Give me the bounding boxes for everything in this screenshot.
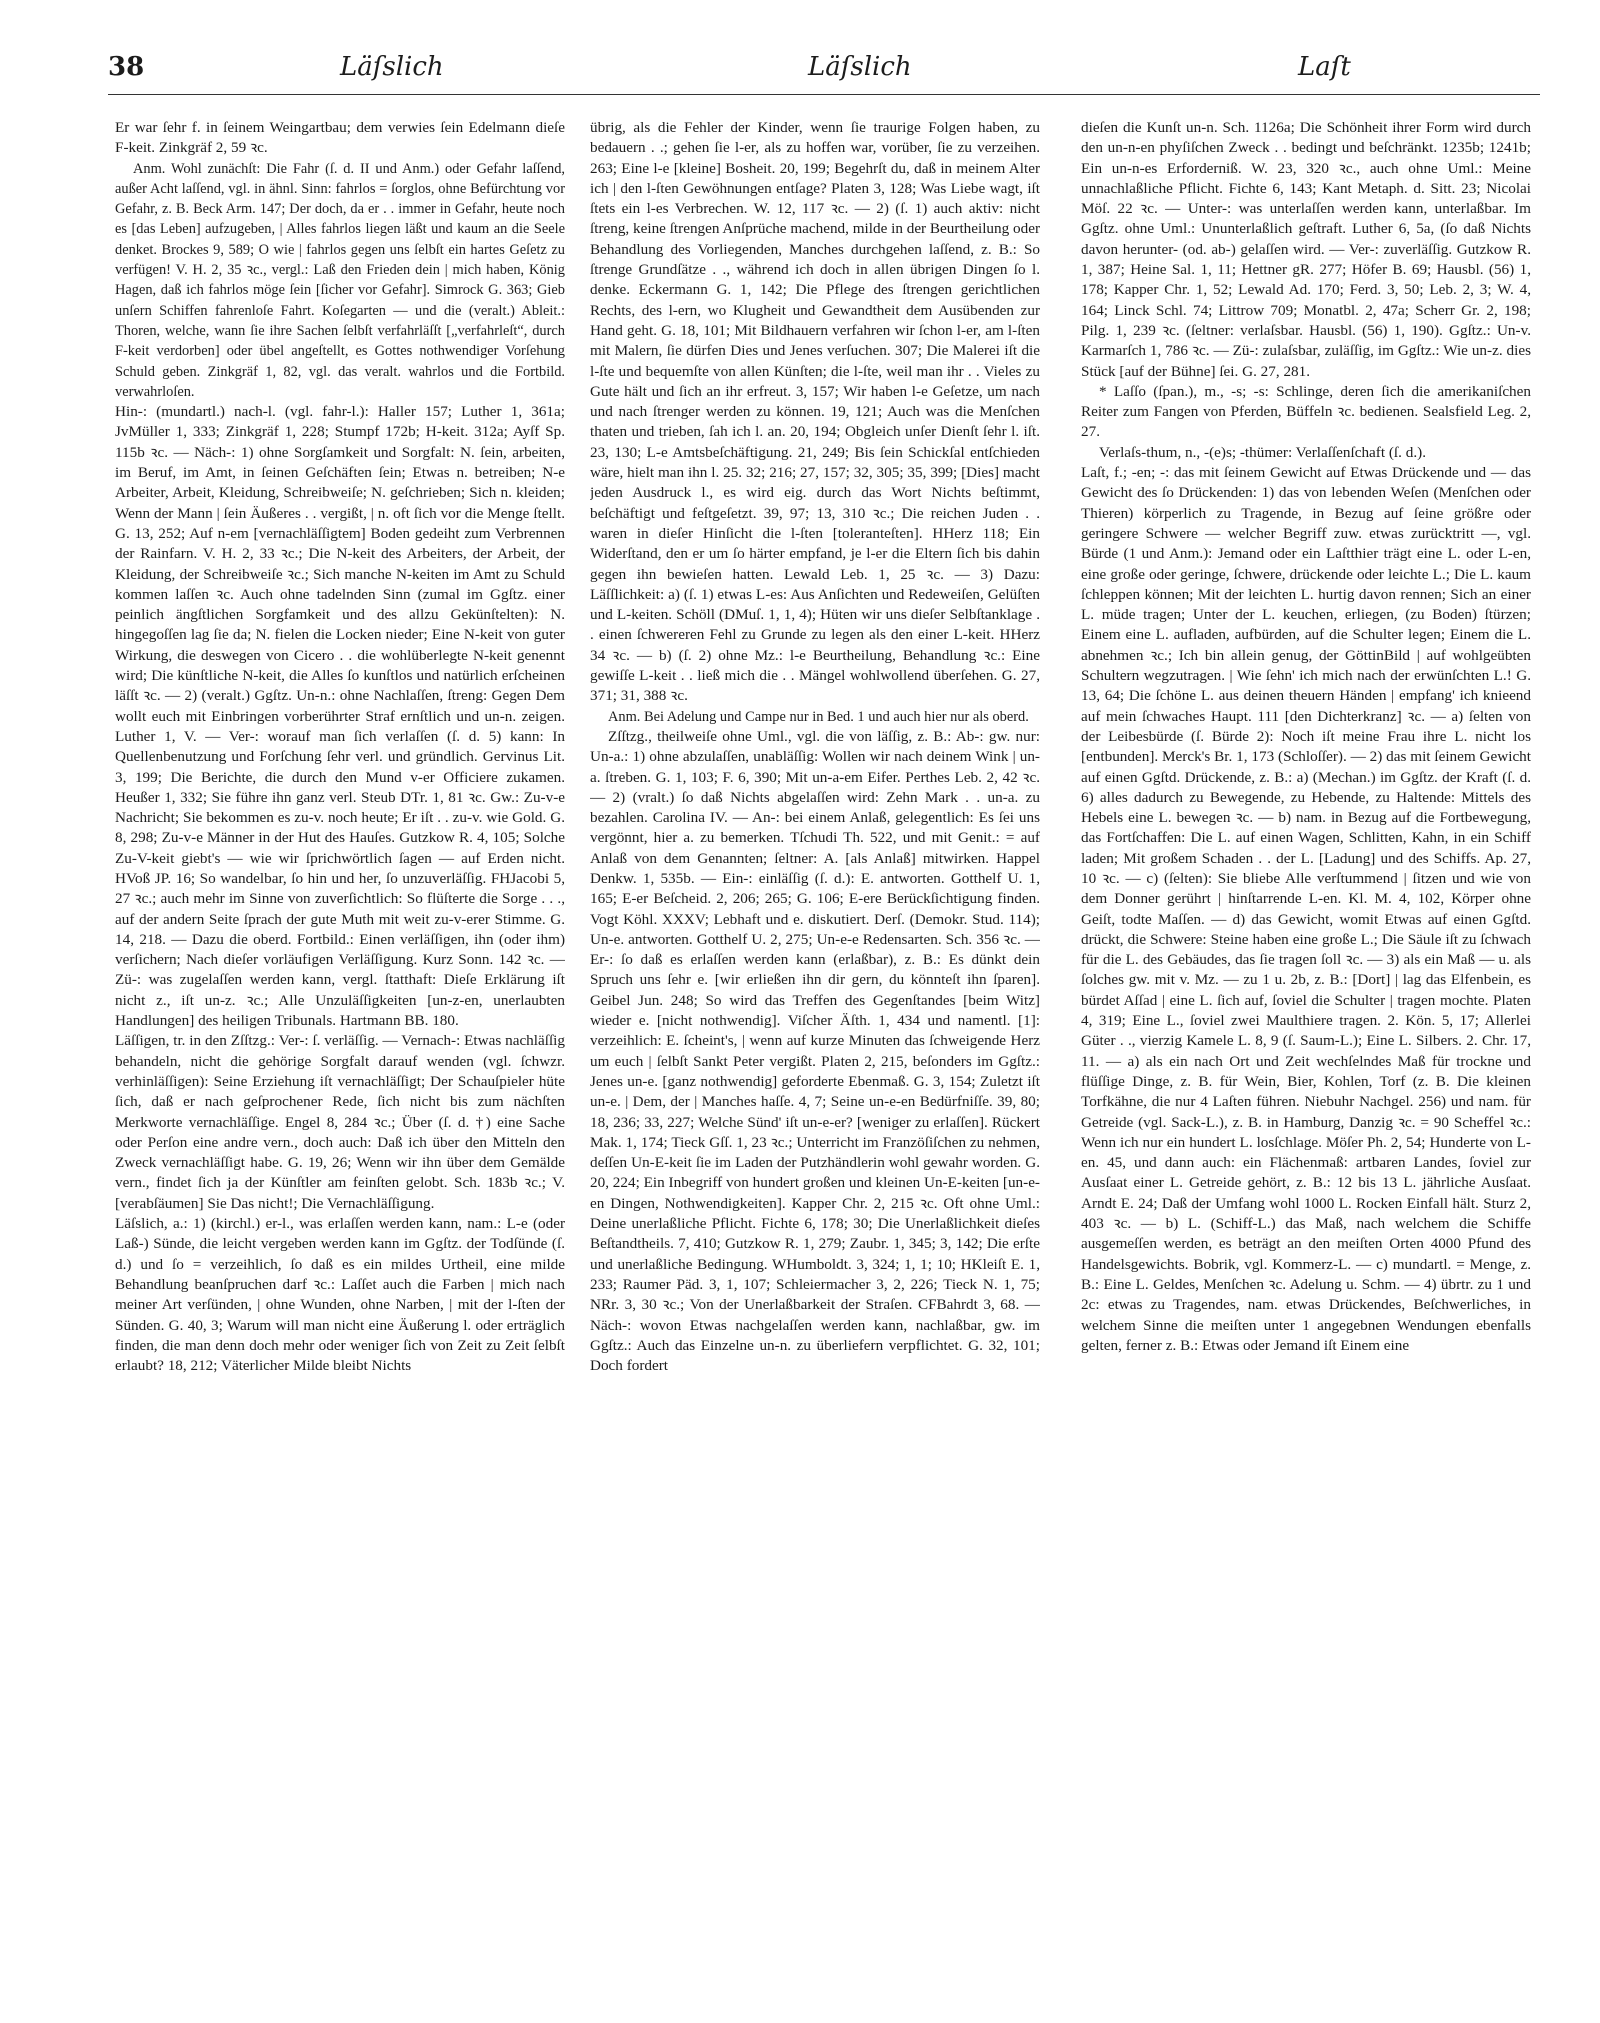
annotation-paragraph: Anm. Bei Adelung und Campe nur in Bed. 1 und auch hier nur als oberd. [608, 708, 1029, 725]
text-column-middle [590, 118, 1040, 2008]
entry-paragraph: Verlaſs-thum, n., -(e)s; -thümer: Verlaſſenſchaft (ſ. d.). [1099, 443, 1426, 461]
annotation-paragraph: Anm. Wohl zunächſt: Die Fahr (ſ. d. II und Anm.) oder Gefahr laſſend, außer Acht laſſend, vgl. in ähnl. Sinn: fahrlos = ſorglos, ohne Befürchtung vor Gefahr, z. B. Beck Arm. 147; Der doch, da er . . immer in Gefahr, heute noch es [das Leben] aufzugeben, | Alles fahrlos liegen läßt und kaum an die Seele denket. Brockes 9, 589; O wie | fahrlos gegen uns ſelbſt ein hartes Geſetz zu verfügen! V. H. 2, 35 ꝛc., vergl.: Laß den Frieden dein | mich haben, König Hagen, daß ich fahrlos möge ſein [ſicher vor Gefahr]. Simrock G. 363; Gieb unſern Schiffen fahrenloſe Fahrt. Koſegarten — und die (veralt.) Ableit.: Thoren, welche, wann ſie ihre Sachen ſelbſt verfahrläſſt [„verfahrleſt“, durch F-keit verdorben] oder übel angeſtellt, es Gottes nothwendiger Vorſehung Schuld geben. Zinkgräf 1, 82, vgl. das veralt. wahrlos und die Fortbild. verwahrloſen. [115, 160, 565, 400]
entry-paragraph: übrig, als die Fehler der Kinder, wenn ſie traurige Folgen haben, zu bedauern . .; gehen ſie l-er, als zu hoffen war, vorüber, ſie zu verzeihen. 263; Eine l-e [kleine] Bosheit. 20, 199; Begehrſt du, daß in meinem Alter ich | den l-ſten Gewöhnungen entſage? Platen 3, 128; Was Liebe wagt, iſt ſtets ein l-es Verbrechen. W. 12, 117 ꝛc. — 2) (ſ. 1) auch aktiv: nicht ſtreng, keine ſtrengen Anſprüche machend, milde in der Beurtheilung oder Behandlung des Vorliegenden, Manches durchgehen laſſend, z. B.: So ſtrenge Grundſätze . ., während ich doch in allen übrigen Dingen ſo l. denke. Eckermann G. 1, 142; Die Pflege des ſtrengen gerichtlichen Rechts, des l-ern, wo Klugheit und Gewandtheit dem Ausübenden zur Hand geht. G. 18, 101; Mit Bildhauern verfahren wir ſchon l-er, am l-ſten mit Malern, ſie dürfen Dies und Jenes verſuchen. 307; Die Malerei iſt die l-ſte und bequemſte von allen Künſten; die l-ſte, weil man ihr . . Vieles zu Gute hält und ſich an ihr erfreut. 3, 157; Wir haben l-e Geſetze, um nach und nach ſtrenger werden zu können. 19, 121; Auch was die Menſchen thaten und trieben, ſah ich l. an. 20, 194; Obgleich unſer Dienſt ſehr l. iſt. 23, 130; L-e Amtsbeſchäftigung. 21, 249; Bis ſein Schickſal entſchieden wäre, hielt man ihn l. 25. 32; 216; 27, 157; 32, 305; 35, 399; [Dies] macht jeden Ausdruck l., es wird eig. durch das Wort Nichts beſtimmt, beſchäftigt und feſtgeſetzt. 39, 97; 13, 310 ꝛc.; Die reichen Juden . . waren in dieſer Hinſicht die l-ſten [toleranteſten]. HHerz 118; Ein Widerſtand, den er um ſo härter empfand, je l-er die Eltern ſich bis dahin gegen ihn bewieſen hatten. Lewald Leb. 1, 25 ꝛc. — 3) Dazu: Läſſlichkeit: a) (ſ. 1) etwas L-es: Aus Anſichten und Redeweiſen, Gelüſten und L-keiten. Schöll (DMuſ. 1, 1, 4); Hüten wir uns dieſer Selbſtanklage . . einen ſchwereren Fehl zu Grunde zu legen als den einer L-keit. HHerz 34 ꝛc. — b) (ſ. 2) ohne Mz.: l-e Beurtheilung, Behandlung ꝛc.: Eine gewiſſe L-keit . . ließ mich die . . Mängel wohlwollend überſehen. G. 27, 371; 31, 388 ꝛc. [590, 119, 1040, 705]
entry-paragraph: * Laſſo (ſpan.), m., -s; -s: Schlinge, deren ſich die amerikaniſchen Reiter zum Fangen von Pferden, Büffeln ꝛc. bedienen. Sealsfield Leg. 2, 27. [1081, 382, 1531, 441]
text-column-right [1081, 118, 1531, 2008]
center-catchword: Läſslich [808, 52, 912, 82]
header-rule [108, 94, 1540, 95]
running-head [108, 52, 1538, 92]
entry-paragraph: Hin-: (mundartl.) nach-l. (vgl. fahr-l.): Haller 157; Luther 1, 361a; JvMüller 1, 333; Zinkgräf 1, 228; Stumpf 172b; H-keit. 312a; Ayſf Sp. 115b ꝛc. — Näch-: 1) ohne Sorgſamkeit und Sorgfalt: N. ſein, arbeiten, im Beruf, im Amt, in ſeinen Geſchäften ſein; Etwas n. betreiben; N-e Arbeiter, Arbeit, Kleidung, Schreibweiſe; N. geſchrieben; Sich n. kleiden; Wenn der Mann | ſein Äußeres . . vergißt, | n. oft ſich vor die Menge ſtellt. G. 13, 252; Auf n-em [vernachläſſigtem] Boden gedeiht zum Verbrennen der Rainfarn. V. H. 2, 33 ꝛc.; Die N-keit des Arbeiters, der Arbeit, der Kleidung, der Schreibweiſe ꝛc.; Sich manche N-keiten im Amt zu Schuld kommen laſſen ꝛc. Auch ohne tadelnden Sinn (zumal im Ggſtz. einer peinlich ängſtlichen Sorgfamkeit und des allzu Gekünſtelten): N. hingegoſſen lag ſie da; N. fielen die Locken nieder; Eine N-keit von guter Wirkung, die deswegen von Cicero . . die wohlüberlegte N-keit genennt wird; Die künſtliche N-keit, die Alles ſo kunſtlos und natürlich erſcheinen läſſt ꝛc. — 2) (veralt.) Ggſtz. Un-n.: ohne Nachlaſſen, ſtreng: Gegen Dem wollt euch mit Einbringen vorberührter Straf ernſtlich und un-n. zeigen. Luther 1, V. — Ver-: worauf man ſich verlaſſen (ſ. d. 5) kann: In Quellenbenutzung und Forſchung ſehr verl. und gründlich. Gervinus Lit. 3, 199; Die Berichte, die durch den Mund v-er Officiere zukamen. Heußer 1, 332; Sie führe ihn ganz verl. Steub DTr. 1, 81 ꝛc. Gw.: Zu-v-e Nachricht; Sie bekommen es zu-v. noch heute; Er iſt . . zu-v. wie Gold. G. 8, 298; Zu-v-e Männer in der Hut des Hauſes. Gutzkow R. 4, 105; Solche Zu-V-keit giebt's — wie wir ſprichwörtlich ſagen — auf Erden nicht. HVoß JP. 16; So wandelbar, ſo hin und her, ſo unzuverläſſig. FHJacobi 5, 27 ꝛc.; auch mehr im Sinne von zuverſichtlich: So flüſterte die Sorge . . ., auf der andern Seite ſprach der gute Muth mit weit zu-v-erer Stimme. G. 14, 218. — Dazu die oberd. Fortbild.: Einen verläſſigen, ihn (oder ihm) verſichern; Nach dieſer vorläufigen Verläſſigung. Kurz Sonn. 142 ꝛc. — Zü-: was zugelaſſen werden kann, vergl. ſtatthaft: Dieſe Erklärung iſt nicht z., iſt un-z. ꝛc.; Alle Unzuläſſigkeiten [un-z-en, unerlaubten Handlungen] des heiligen Tribunals. Hartmann BB. 180. [115, 403, 565, 1030]
page-number: 38 [108, 52, 145, 82]
entry-paragraph: Läſslich, a.: 1) (kirchl.) er-l., was erlaſſen werden kann, nam.: L-e (oder Laß-) Sünde, die leicht vergeben werden kann im Ggſtz. der Todſünde (ſ. d.) und ſo = verzeihlich, ſo daß es ein mildes Urtheil, eine milde Behandlung beanſpruchen darf ꝛc.: Laſſet auch die Farben | mich nach meiner Art verſünden, | ohne Wunden, ohne Narben, | mit der l-ſten der Sünden. G. 40, 3; Warum will man nicht eine Äußerung l. oder erträglich finden, die man denn doch mehr oder weniger ſich von Zeit zu Zeit ſelbſt erlaubt? 18, 212; Väterlicher Milde bleibt Nichts [115, 1215, 565, 1375]
entry-paragraph: Läſſigen, tr. in den Zſſtzg.: Ver-: ſ. verläſſig. — Vernach-: Etwas nachläſſig behandeln, nicht die gehörige Sorgfalt darauf wenden (vgl. ſchwzr. verhinläſſigen): Seine Erziehung iſt vernachläſſigt; Der Schauſpieler hüte ſich, daß er nach geſprochener Rede, ſich nicht bis zum nächſten Merkworte vernachläſſige. Engel 8, 284 ꝛc.; Über (ſ. d. †) eine Sache oder Perſon eine andre vern., doch auch: Daß ich über den Mitteln den Zweck vernachläſſigt habe. G. 19, 26; Wenn wir ihn über dem Gemälde vern., findet ſich ja der Künſtler am feinſten gelobt. Sch. 183b ꝛc.; V. [verabſäumen] Sie Das nicht!; Die Vernachläſſigung. [115, 1032, 565, 1212]
entry-paragraph: Zſſtzg., theilweiſe ohne Uml., vgl. die von läſſig, z. B.: Ab-: gw. nur: Un-a.: 1) ohne abzulaſſen, unabläſſig: Wollen wir nach deinem Wink | un-a. ſtreben. G. 1, 103; F. 6, 390; Mit un-a-em Eifer. Perthes Leb. 2, 42 ꝛc. — 2) (vralt.) ſo daß Nichts abgelaſſen wird: Zehn Mark . . un-a. zu bezahlen. Carolina IV. — An-: bei einem Anlaß, gelegentlich: Es ſei uns vergönnt, hier a. zu bemerken. Tſchudi Th. 522, und mit Genit.: = auf Anlaß von dem Genannten; ſeltner: A. [als Anlaß] mitwirken. Happel Denkw. 1, 535b. — Ein-: einläſſig (ſ. d.): E. antworten. Gotthelf U. 1, 165; E-er Beſcheid. 2, 206; 265; G. 106; E-ere Berückſichtigung finden. Vogt Köhl. XXXV; Lebhaft und e. diskutiert. Derſ. (Demokr. Stud. 114); Un-e. antworten. Gotthelf U. 2, 275; Un-e-e Redensarten. Sch. 356 ꝛc. — Er-: ſo daß es erlaſſen werden kann (erlaßbar), z. B.: Es dünkt dein Spruch uns ſehr e. [wir erließen ihn dir gern, du könnteſt ihn ſparen]. Geibel Jun. 248; So wird das Treffen des Gegenſtandes [beim Witz] wieder e. [nicht nothwendig]. Viſcher Äſth. 1, 434 und namentl. [1]: verzeihlich: E. ſcheint's, | wenn auf kurze Minuten das ſchweigende Herz um euch | ſelbſt Sankt Peter vergißt. Platen 2, 215, beſonders im Ggſtz.: Jenes un-e. [ganz nothwendig] geforderte Ebenmaß. G. 3, 154; Zuletzt iſt un-e. | Dem, der | Manches haſſe. 4, 7; Seine un-e-en Bedürfniſſe. 39, 80; 18, 236; 33, 227; Welche Sünd' iſt un-e-er? [weniger zu erlaſſen]. Rückert Mak. 1, 174; Tieck Gſſ. 1, 23 ꝛc.; Unterricht im Franzöſiſchen zu nehmen, deſſen Un-E-keit ſie im Laden der Putzhändlerin wohl gewahr worden. G. 20, 224; Ein Inbegriff von hundert großen und kleinen Un-E-keiten [un-e-en Dingen, Nothwendigkeiten]. Kapper Chr. 2, 215 ꝛc. Oft ohne Uml.: Deine unerlaßliche Pflicht. Fichte 6, 178; 30; Die Unerlaßlichkeit dieſes Beſtandtheils. 7, 410; Gutzkow R. 1, 279; Zaubr. 1, 345; 3, 142; Die erſte und unerlaßliche Bedingung. WHumboldt. 3, 324; 1, 1; 10; HKleiſt E. 1, 233; Raumer Päd. 3, 1, 107; Schleiermacher 3, 2, 226; Tieck N. 1, 75; NRr. 3, 30 ꝛc.; Von der Unerlaßbarkeit der Straſen. CFBahrdt 3, 68. — Näch-: wovon Etwas nachgelaſſen werden kann, nachlaßbar, gw. im Ggſtz.: Auch das Einzelne un-n. zu überliefern verpflichtet. G. 32, 101; Doch fordert [590, 727, 1040, 1375]
text-column-left [115, 118, 565, 2008]
left-catchword: Läſslich [340, 52, 444, 82]
entry-paragraph: Er war ſehr f. in ſeinem Weingartbau; dem verwies ſein Edelmann dieſe F-keit. Zinkgräf 2, 59 ꝛc. [115, 119, 565, 157]
right-catchword: Laſt [1298, 52, 1351, 82]
entry-paragraph: Laſt, f.; -en; -: das mit ſeinem Gewicht auf Etwas Drückende und — das Gewicht des ſo Drückenden: 1) das von lebenden Weſen (Menſchen oder Thieren) körperlich zu Tragende, in Bezug auf ſeine größre oder geringere Schwere — welcher Begriff zuw. etwas zurücktritt —, vgl. Bürde (1 und Anm.): Jemand oder ein Laſtthier trägt eine L. oder L-en, eine große oder geringe, ſchwere, drückende oder leichte L.; Die L. kaum ſchleppen können; Mit der leichten L. hurtig davon rennen; Sich an einer L. müde tragen; Unter der L. keuchen, erliegen, (zu Boden) ſtürzen; Einem eine L. aufladen, aufbürden, auf die Schulter legen; Einem die L. abnehmen ꝛc.; Ich bin allein genug, der GöttinBild | auf wohlgeübten Schultern wegzutragen. | Wie ſehn' ich mich nach der erwünſchten L.! G. 13, 64; Die ſchöne L. aus deinen theuern Händen | empfang' ich knieend auf mein ſchwaches Haupt. 111 [den Dichterkranz] ꝛc. — a) ſelten von der Leibesbürde (ſ. Bürde 2): Noch iſt meine Frau ihre L. nicht los [entbunden]. Merck's Br. 1, 173 (Schloſſer). — 2) das mit ſeinem Gewicht auf einen Ggſtd. Drückende, z. B.: a) (Mechan.) im Ggſtz. der Kraft (ſ. d. 6) alles dadurch zu Bewegende, zu Hebende, zu Haltende: Mittels des Hebels eine L. bewegen ꝛc. — b) nam. in Bezug auf die Fortbewegung, das Fortſchaffen: Die L. auf einen Wagen, Schlitten, Kahn, in ein Schiff laden; Mit großem Schaden . . der L. [Ladung] und des Schiffs. Ap. 27, 10 ꝛc. — c) (ſelten): Sie bliebe Alle verſtummend | ſitzen und wie von dem Donner gerührt | hinſtarrende L-en. Kl. M. 4, 102, Körper ohne Geiſt, todte Maſſen. — d) das Gewicht, womit Etwas auf einen Ggſtd. drückt, die Schwere: Steine haben eine große L.; Die Säule iſt zu ſchwach für die L. des Gebäudes, das ſie tragen ſoll ꝛc. — 3) als ein Maß — u. als ſolches gw. mit v. Mz. — zu 1 u. 2b, z. B.: [Dort] | lag das Elfenbein, es bürdet Aſſad | eine L. ſich auf, ſoviel die Schulter | tragen mochte. Platen 4, 319; Eine L., ſoviel zwei Maulthiere tragen. 2. Kön. 5, 17; Allerlei Güter . ., vierzig Kamele L. 8, 9 (ſ. Saum-L.); Eine L. Silbers. 2. Chr. 17, 11. — a) als ein nach Ort und Zeit wechſelndes Maß für trockne und flüſſige Dinge, z. B. für Wein, Bier, Kohlen, Torf (z. B. Die kleinen Torfkähne, die nur 4 Laſten führen. Niebuhr Nachgel. 256) und nam. für Getreide (vgl. Sack-L.), z. B. in Hamburg, Danzig ꝛc. = 90 Scheffel ꝛc.: Wenn ich nur ein hundert L. losſchlage. Möſer Ph. 2, 54; Hunderte von L-en. 45, und dann auch: ein Flächenmaß: artbaren Landes, ſoviel zur Ausſaat einer L. Getreide gehört, z. B.: 12 bis 13 L. jährliche Ausſaat. Arndt E. 24; Daß der Umfang wohl 1000 L. Rocken Einfall hält. Sturz 2, 403 ꝛc. — b) L. (Schiff-L.) das Maß, nach welchem die Schiffe ausgemeſſen werden, es beträgt an den meiſten Orten 4000 Pfund des Handelsgewichts. Bobrik, vgl. Kommerz-L. — c) mundartl. = Menge, z. B.: Eine L. Geldes, Menſchen ꝛc. Adelung u. Schm. — 4) übrtr. zu 1 und 2c: etwas zu Tragendes, nam. etwas Drückendes, Beſchwerliches, in welchem Sinne die meiſten unter 1 angegebnen Wendungen ebenfalls gelten, ferner z. B.: Etwas oder Jemand iſt Einem eine [1081, 464, 1531, 1354]
entry-paragraph: dieſen die Kunſt un-n. Sch. 1126a; Die Schönheit ihrer Form wird durch den un-n-en phyſiſchen Zweck . . bedingt und beſchränkt. 1235b; 1241b; Ein un-n-es Erforderniß. W. 23, 320 ꝛc., auch ohne Uml.: Meine unnachlaßliche Pflicht. Fichte 6, 143; Kant Metaph. d. Sitt. 23; Nicolai Möſ. 22 ꝛc. — Unter-: was unterlaſſen werden kann, unterlaßbar. Im Ggſtz. ohne Uml.: Ununterlaßlich geſtraft. Luther 6, 5a, (ſo daß Nichts davon herunter- (od. ab-) gelaſſen wird. — Ver-: zuverläſſig. Gutzkow R. 1, 387; Heine Sal. 1, 11; Hettner gR. 277; Höfer B. 69; Hausbl. (56) 1, 178; Kapper Chr. 1, 52; Lewald Ad. 170; Ferd. 3, 50; Leb. 2, 3; W. 4, 164; Linck Schl. 74; Littrow 709; Monatbl. 2, 47a; Scherr Gr. 2, 198; Pilg. 1, 239 ꝛc. (ſeltner: verlaſsbar. Hausbl. (56) 1, 190). Ggſtz.: Un-v. Karmarſch 1, 786 ꝛc. — Zü-: zulaſsbar, zuläſſig, im Ggſtz.: Wie un-z. dies Stück [auf der Bühne] ſei. G. 27, 281. [1081, 119, 1531, 380]
